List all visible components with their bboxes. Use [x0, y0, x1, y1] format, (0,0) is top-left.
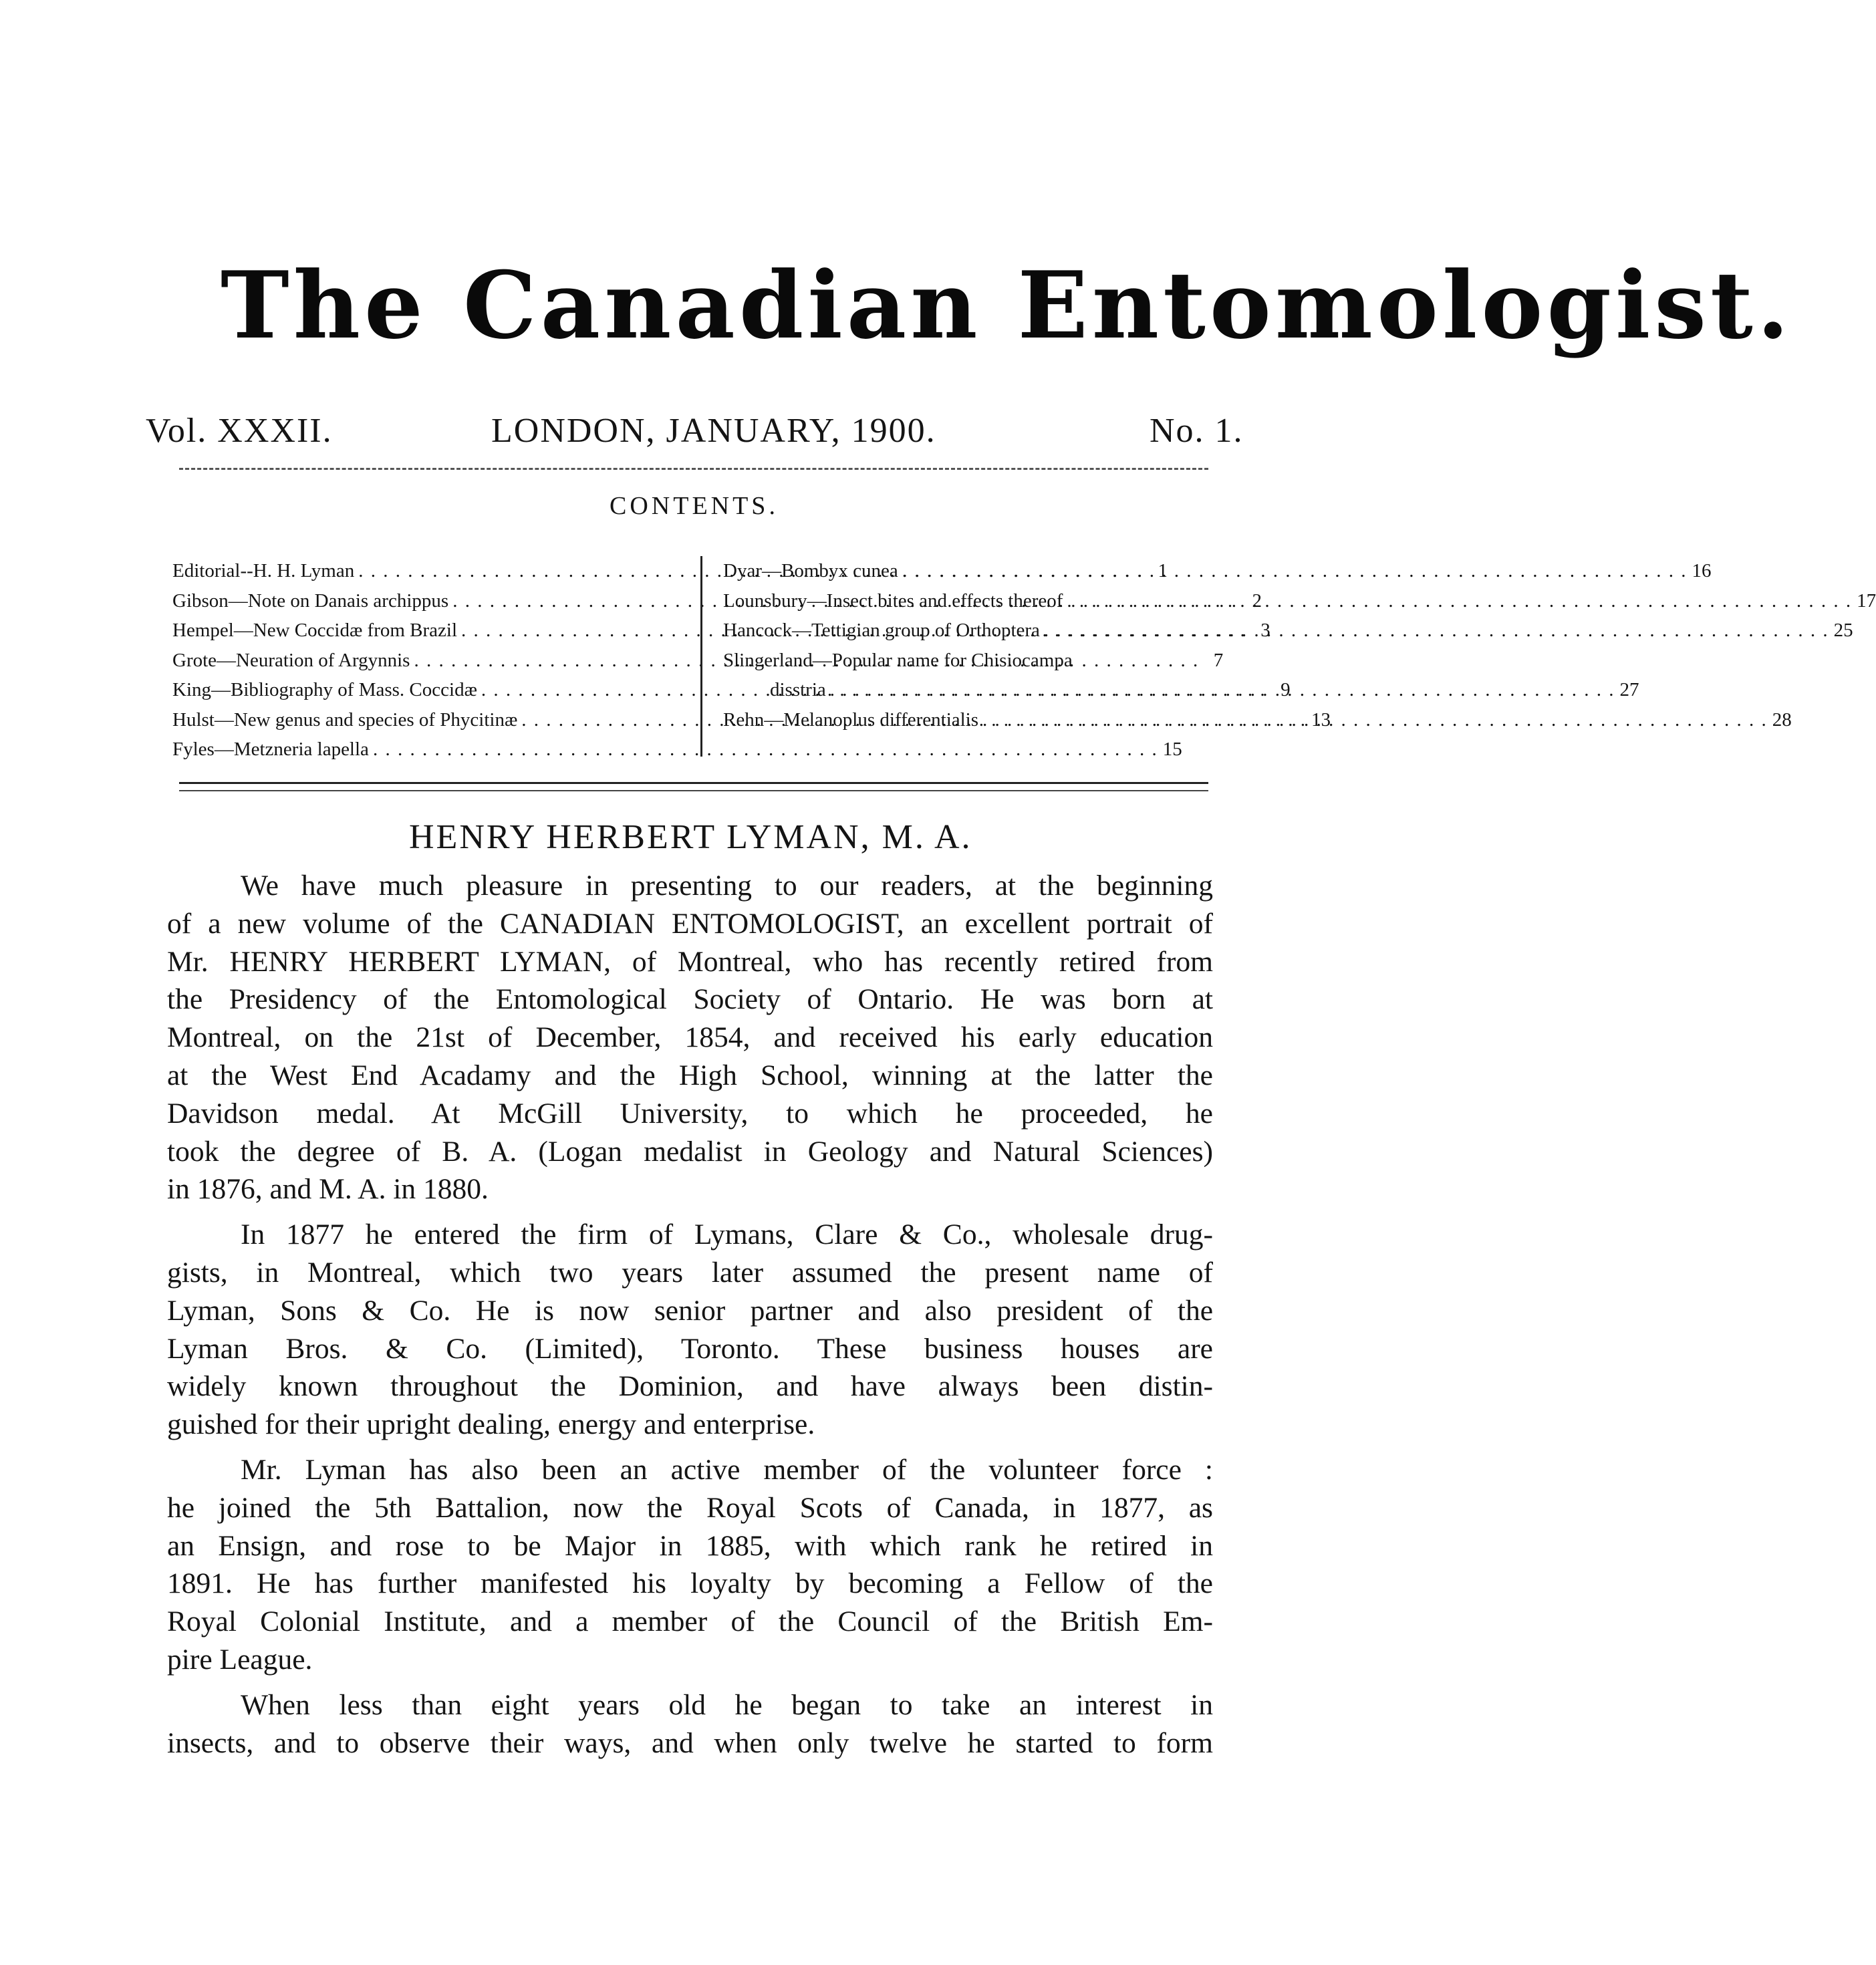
toc-entry-continued: disstria . . . 27	[723, 675, 1211, 705]
toc-entry: King—Bibliography of Mass. Coccidæ . . . 9	[172, 675, 675, 705]
toc-entry: Hancock—Tettigian group of Orthoptera . . . 25	[723, 616, 1211, 646]
text-line: he joined the 5th Battalion, now the Royal Scots of Canada, in 1877, as	[167, 1491, 1213, 1524]
toc-entry: Dyar—Bombyx cunea . . . 16	[723, 556, 1211, 586]
toc-entry: Rehn—Melanoplus differentialis . . . 28	[723, 705, 1211, 735]
place-date: LONDON, JANUARY, 1900.	[491, 412, 936, 450]
toc-entry: Gibson—Note on Danais archippus . . . 2	[172, 586, 675, 616]
contents-divider	[700, 556, 702, 757]
toc-entry: Lounsbury—Insect bites and effects thereof . . . 17	[723, 586, 1211, 616]
paragraph	[167, 1216, 1213, 1444]
volume-label: Vol. XXXII.	[146, 412, 333, 450]
text-line: When less than eight years old he began to take an interest in	[241, 1688, 1213, 1721]
text-line: widely known throughout the Dominion, and have always been distin-	[167, 1370, 1213, 1403]
header-rule	[179, 468, 1208, 470]
toc-entry: Slingerland—Popular name for Chisiocampa	[723, 649, 1073, 671]
paragraph	[167, 867, 1213, 1208]
text-line: at the West End Acadamy and the High School, winning at the latter the	[167, 1059, 1213, 1091]
text-line: Montreal, on the 21st of December, 1854, and received his early education	[167, 1021, 1213, 1054]
double-rule-top	[179, 782, 1208, 784]
text-line: took the degree of B. A. (Logan medalist in Geology and Natural Sciences)	[167, 1135, 1213, 1168]
text-line: guished for their upright dealing, energy and enterprise.	[167, 1408, 815, 1441]
text-line: In 1877 he entered the firm of Lymans, Clare & Co., wholesale drug-	[241, 1218, 1213, 1251]
text-line: in 1876, and M. A. in 1880.	[167, 1173, 489, 1206]
toc-entry: Editorial--H. H. Lyman . . . 1	[172, 556, 675, 586]
text-line: the Presidency of the Entomological Society of Ontario. He was born at	[167, 983, 1213, 1016]
article-body	[167, 867, 1213, 1762]
double-rule-bottom	[179, 790, 1208, 791]
contents-heading: CONTENTS.	[610, 492, 779, 520]
paragraph	[167, 1686, 1213, 1762]
text-line: of a new volume of the CANADIAN ENTOMOLOGIST, an excellent portrait of	[167, 907, 1213, 940]
toc-entry: Hulst—New genus and species of Phycitinæ . . . 13	[172, 705, 675, 735]
text-line: Royal Colonial Institute, and a member of the Council of the British Em-	[167, 1605, 1213, 1638]
text-line: Davidson medal. At McGill University, to which he proceeded, he	[167, 1097, 1213, 1130]
toc-entry: Grote—Neuration of Argynnis . . . 7	[172, 646, 675, 676]
text-line: Lyman, Sons & Co. He is now senior partner and also president of the	[167, 1294, 1213, 1327]
paragraph	[167, 1451, 1213, 1679]
text-line: We have much pleasure in presenting to our readers, at the beginning	[241, 870, 1213, 902]
text-line: an Ensign, and rose to be Major in 1885, with which rank he retired in	[167, 1529, 1213, 1562]
text-line: insects, and to observe their ways, and when only twelve he started to form	[167, 1726, 1213, 1759]
text-line: Lyman Bros. & Co. (Limited), Toronto. These business houses are	[167, 1332, 1213, 1365]
issue-number: No. 1.	[1150, 412, 1244, 450]
toc-entry: Fyles—Metzneria lapella . . . 15	[172, 735, 675, 765]
text-line: pire League.	[167, 1643, 313, 1676]
text-line: 1891. He has further manifested his loyalty by becoming a Fellow of the	[167, 1567, 1213, 1600]
text-line: gists, in Montreal, which two years later assumed the present name of	[167, 1256, 1213, 1289]
text-line: Mr. Lyman has also been an active member of the volunteer force :	[241, 1453, 1213, 1486]
text-line: Mr. HENRY HERBERT LYMAN, of Montreal, who has recently retired from	[167, 945, 1213, 978]
toc-entry: Hempel—New Coccidæ from Brazil . . . 3	[172, 616, 675, 646]
page-title: The Canadian Entomologist.	[221, 251, 1793, 360]
article-heading: HENRY HERBERT LYMAN, M. A.	[409, 818, 972, 856]
